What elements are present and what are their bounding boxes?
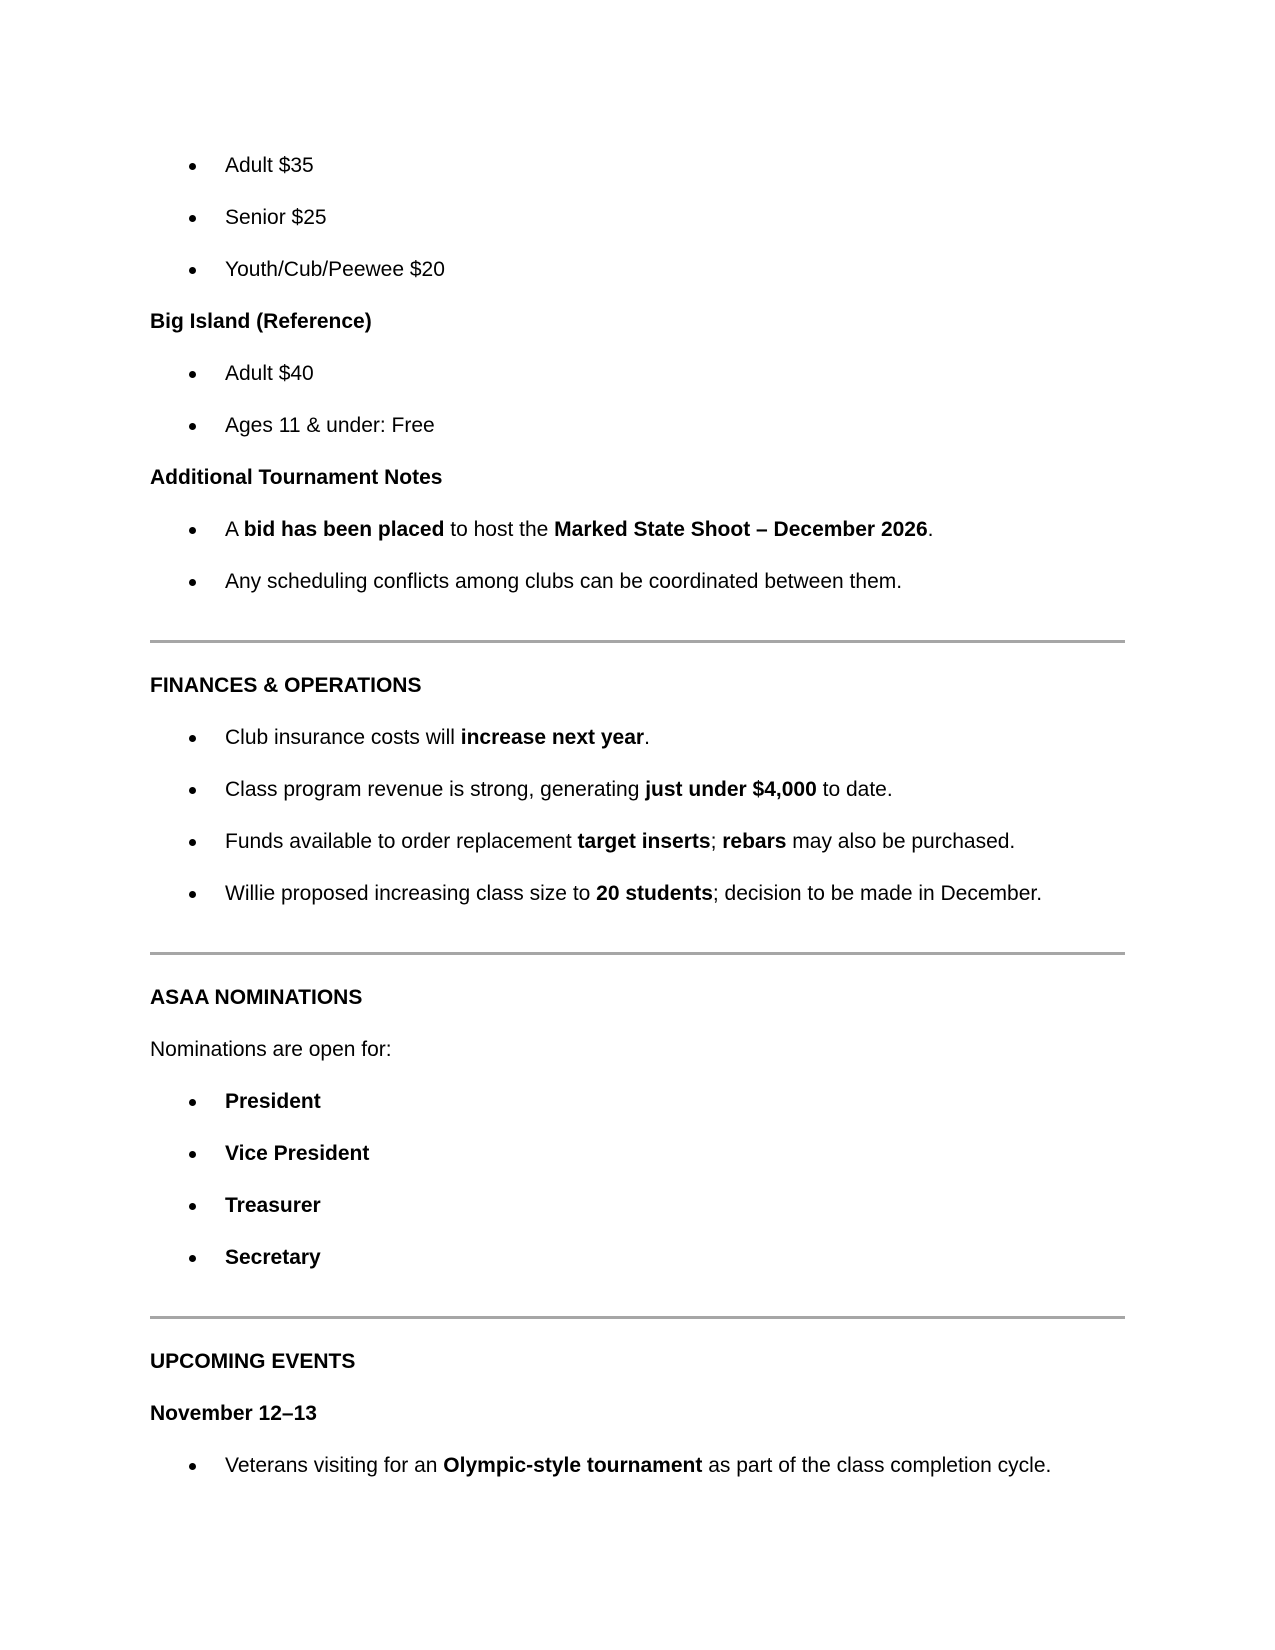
bullet-icon: [187, 568, 199, 596]
nominations-heading: ASAA NOMINATIONS: [150, 986, 363, 1009]
bid-note: A bid has been placed to host the Marked State Shoot – December 2026.: [225, 518, 934, 541]
big-island-heading: Big Island (Reference): [150, 310, 372, 333]
funds-note: Funds available to order replacement target inserts; rebars may also be purchased.: [225, 830, 1016, 853]
big-island-item-youth: Ages 11 & under: Free: [225, 414, 435, 437]
fee-item-senior: Senior $25: [225, 206, 327, 229]
bullet-icon: [187, 880, 199, 908]
tournament-notes-heading: Additional Tournament Notes: [150, 466, 443, 489]
events-heading: UPCOMING EVENTS: [150, 1350, 356, 1373]
position-vice-president: Vice President: [225, 1142, 370, 1165]
event-date: November 12–13: [150, 1402, 317, 1425]
big-island-item-adult: Adult $40: [225, 362, 314, 385]
bullet-icon: [187, 1452, 199, 1480]
section-divider: [150, 1316, 1125, 1319]
bullet-icon: [187, 516, 199, 544]
bullet-icon: [187, 152, 199, 180]
veterans-note: Veterans visiting for an Olympic-style tournament as part of the class completion cycle.: [225, 1454, 1052, 1477]
bullet-icon: [187, 1088, 199, 1116]
fee-item-youth: Youth/Cub/Peewee $20: [225, 258, 445, 281]
bullet-icon: [187, 724, 199, 752]
section-divider: [150, 640, 1125, 643]
insurance-note: Club insurance costs will increase next year.: [225, 726, 650, 749]
bullet-icon: [187, 412, 199, 440]
fee-item-adult: Adult $35: [225, 154, 314, 177]
bullet-icon: [187, 776, 199, 804]
bullet-icon: [187, 256, 199, 284]
conflicts-note: Any scheduling conflicts among clubs can be coordinated between them.: [225, 570, 903, 593]
finances-heading: FINANCES & OPERATIONS: [150, 674, 422, 697]
bullet-icon: [187, 828, 199, 856]
bullet-icon: [187, 1244, 199, 1272]
bullet-icon: [187, 1192, 199, 1220]
class-size-note: Willie proposed increasing class size to 20 students; decision to be made in December.: [225, 882, 1043, 905]
nominations-intro: Nominations are open for:: [150, 1038, 392, 1061]
position-president: President: [225, 1090, 321, 1113]
revenue-note: Class program revenue is strong, generating just under $4,000 to date.: [225, 778, 893, 801]
position-treasurer: Treasurer: [225, 1194, 321, 1217]
bullet-icon: [187, 1140, 199, 1168]
section-divider: [150, 952, 1125, 955]
bullet-icon: [187, 360, 199, 388]
bullet-icon: [187, 204, 199, 232]
position-secretary: Secretary: [225, 1246, 321, 1269]
